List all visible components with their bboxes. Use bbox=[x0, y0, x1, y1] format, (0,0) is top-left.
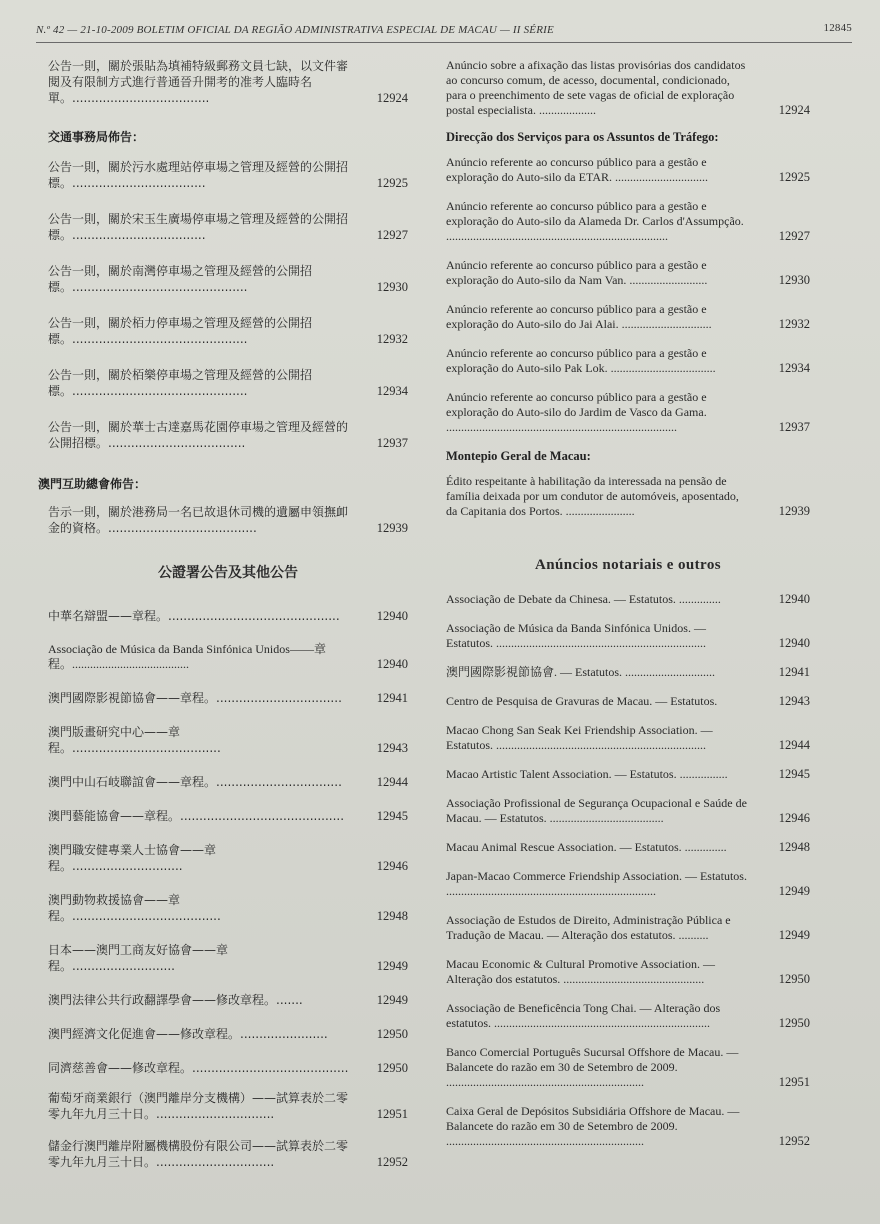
list-item: Anúncio referente ao concurso público para a gestão e exploração do Auto-silo da ETAR. ............................... 12925 bbox=[446, 155, 810, 184]
list-item: Banco Comercial Português Sucursal Offshore de Macau. — Balancete do razão em 30 de Setembro de 2009. .................................................................. 12951 bbox=[446, 1045, 810, 1089]
list-item: 日本——澳門工商友好協會——章程。........................... 12949 bbox=[48, 943, 408, 973]
list-item: Macau Animal Rescue Association. — Estatutos. .............. 12948 bbox=[446, 840, 810, 854]
list-item: 公告一則，關於張貼為填補特級郵務文員七缺，以文件審閱及有限制方式進行普通晉升開考的准考人臨時名單。.................................... 12924 bbox=[48, 59, 408, 105]
list-item: Anúncio referente ao concurso público para a gestão e exploração do Auto-silo da Alameda Dr. Carlos d'Assumpção. .......................................................................... 12927 bbox=[446, 199, 810, 243]
list-item: 澳門國際影視節協會. — Estatutos. .............................. 12941 bbox=[446, 665, 810, 679]
list-item: 告示一則，關於港務局一名已故退休司機的遺屬申領撫卹金的資格。....................................... 12939 bbox=[48, 505, 408, 535]
section-title: 公證署公告及其他公告 bbox=[158, 565, 298, 581]
list-item: Anúncio referente ao concurso público para a gestão e exploração do Auto-silo do Jardim de Vasco da Gama. ............................................................................. 12937 bbox=[446, 390, 810, 434]
list-item: Japan-Macao Commerce Friendship Association. — Estatutos. ...................................................................... 12949 bbox=[446, 869, 810, 898]
list-item: 澳門版畫研究中心——章程。....................................... 12943 bbox=[48, 725, 408, 755]
list-item: 澳門職安健專業人士協會——章程。............................. 12946 bbox=[48, 843, 408, 873]
section-heading: Direcção dos Serviços para os Assuntos de Tráfego: bbox=[446, 130, 719, 144]
header-title: N.º 42 — 21-10-2009 BOLETIM OFICIAL DA REGIÃO ADMINISTRATIVA ESPECIAL DE MACAU — II SÉRIE bbox=[36, 24, 554, 36]
list-item: Macau Economic & Cultural Promotive Association. — Alteração dos estatutos. ............................................... 12950 bbox=[446, 957, 810, 986]
list-item: Associação de Estudos de Direito, Administração Pública e Tradução de Macau. — Alteração dos estatutos. .......... 12949 bbox=[446, 913, 810, 942]
list-item: Associação de Música da Banda Sinfónica Unidos——章程。....................................... 12940 bbox=[48, 642, 408, 671]
section-title: Anúncios notariais e outros bbox=[535, 557, 721, 573]
list-item: 公告一則，關於宋玉生廣場停車場之管理及經營的公開招標。................................... 12927 bbox=[48, 212, 408, 242]
section-heading: Montepio Geral de Macau: bbox=[446, 449, 591, 463]
list-item: 儲金行澳門離岸附屬機構股份有限公司——試算表於二零零九年九月三十日。............................... 12952 bbox=[48, 1139, 408, 1169]
page-header bbox=[36, 20, 852, 43]
list-item: Caixa Geral de Depósitos Subsidiária Offshore de Macau. — Balancete do razão em 30 de Setembro de 2009. .................................................................. 12952 bbox=[446, 1104, 810, 1148]
list-item: Anúncio referente ao concurso público para a gestão e exploração do Auto-silo da Nam Van. .......................... 12930 bbox=[446, 258, 810, 287]
list-item: 中華名辯盟——章程。............................................. 12940 bbox=[48, 609, 408, 623]
list-item: 葡萄牙商業銀行（澳門離岸分支機構）——試算表於二零零九年九月三十日。............................... 12951 bbox=[48, 1091, 408, 1121]
right-column bbox=[446, 58, 810, 1149]
list-item: Macao Artistic Talent Association. — Estatutos. ................ 12945 bbox=[446, 767, 810, 781]
list-item: Macao Chong San Seak Kei Friendship Association. — Estatutos. ...................................................................... 12944 bbox=[446, 723, 810, 752]
list-item: 澳門法律公共行政翻譯學會——修改章程。....... 12949 bbox=[48, 993, 408, 1007]
list-item: Associação de Música da Banda Sinfónica Unidos. — Estatutos. ...................................................................... 12940 bbox=[446, 621, 810, 650]
list-item: 澳門中山石岐聯誼會——章程。................................. 12944 bbox=[48, 775, 408, 789]
list-item: Anúncio sobre a afixação das listas provisórias dos candidatos ao concurso comum, de acesso, documental, condicionado, para o preenchimento de sete vagas de oficial de exploração postal especialista. ................... 12924 bbox=[446, 58, 810, 117]
list-item: 公告一則，關於華士古達嘉馬花園停車場之管理及經營的公開招標。.................................... 12937 bbox=[48, 420, 408, 450]
list-item: 澳門經濟文化促進會——修改章程。....................... 12950 bbox=[48, 1027, 408, 1041]
page-number: 12845 bbox=[823, 22, 852, 34]
section-heading: 澳門互助總會佈告： bbox=[38, 477, 147, 491]
list-item: 公告一則，關於栢樂停車場之管理及經營的公開招標。.............................................. 12934 bbox=[48, 368, 408, 398]
list-item: Associação de Debate da Chinesa. — Estatutos. .............. 12940 bbox=[446, 592, 810, 606]
list-item: Associação de Beneficência Tong Chai. — Alteração dos estatutos. ........................................................................ 12950 bbox=[446, 1001, 810, 1030]
section-heading: 交通事務局佈告： bbox=[48, 130, 145, 144]
list-item: 公告一則，關於污水處理站停車場之管理及經營的公開招標。................................... 12925 bbox=[48, 160, 408, 190]
list-item: 公告一則，關於栢力停車場之管理及經營的公開招標。.............................................. 12932 bbox=[48, 316, 408, 346]
list-item: Édito respeitante à habilitação da interessada na pensão de família deixada por um condutor de automóveis, aposentado, da Capitania dos Portos. ....................... 12939 bbox=[446, 474, 810, 518]
list-item: 澳門動物救援協會——章程。....................................... 12948 bbox=[48, 893, 408, 923]
list-item: Anúncio referente ao concurso público para a gestão e exploração do Auto-silo Pak Lok. ................................... 12934 bbox=[446, 346, 810, 375]
left-column bbox=[38, 58, 408, 1170]
list-item: Centro de Pesquisa de Gravuras de Macau. — Estatutos. 12943 bbox=[446, 694, 810, 708]
list-item: 澳門國際影視節協會——章程。................................. 12941 bbox=[48, 691, 408, 705]
list-item: 同濟慈善會——修改章程。......................................... 12950 bbox=[48, 1061, 408, 1075]
list-item: 公告一則，關於南灣停車場之管理及經營的公開招標。.............................................. 12930 bbox=[48, 264, 408, 294]
list-item: Associação Profissional de Segurança Ocupacional e Saúde de Macau. — Estatutos. ...................................... 12946 bbox=[446, 796, 810, 825]
list-item: Anúncio referente ao concurso público para a gestão e exploração do Auto-silo do Jai Alai. .............................. 12932 bbox=[446, 302, 810, 331]
list-item: 澳門藝能協會——章程。........................................... 12945 bbox=[48, 809, 408, 823]
